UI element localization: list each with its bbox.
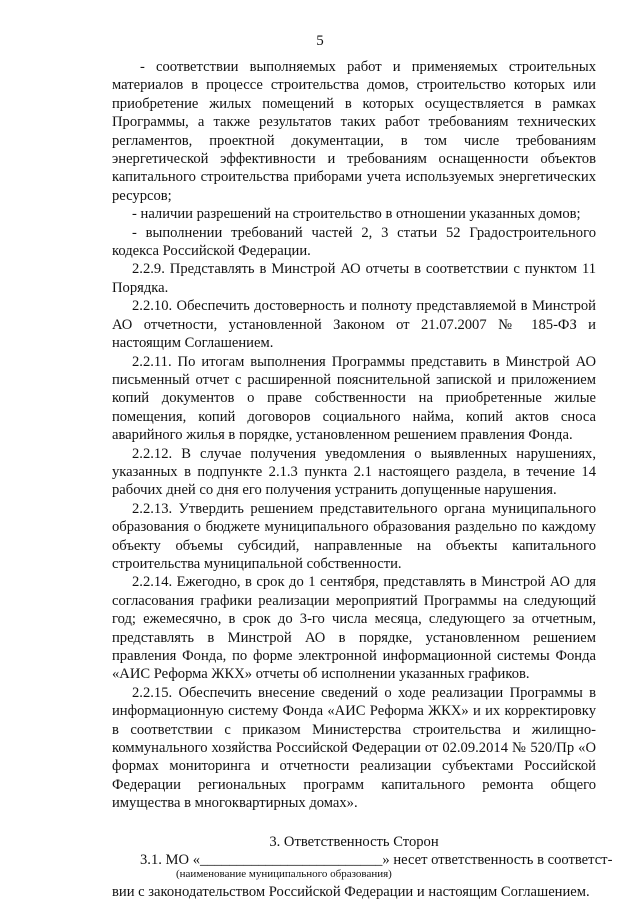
clause-3-1-end: вии с законодательством Российской Федерации и настоящим Соглашением. (112, 884, 590, 901)
paragraph-2-2-12: 2.2.12. В случае получения уведомления о выявленных нарушениях, указанных в подпункте 2.1.3 пункта 2.1 настоящего раздела, в течение 14 рабочих дней со дня его получения устранить допущенные нарушения. (112, 445, 596, 499)
blank-caption: (наименование муниципального образования) (176, 868, 392, 881)
paragraph-2-2-9: 2.2.9. Представлять в Минстрой АО отчеты в соответствии с пунктом 11 Порядка. (112, 261, 596, 296)
paragraph-2-2-13: 2.2.13. Утвердить решением представительного органа муниципального образования о бюджете муниципального образования раздельно по каждому объекту объемы субсидий, направленные на объекты капитального строительства муниципальной собственности. (112, 500, 596, 572)
paragraph: - соответствии выполняемых работ и применяемых строительных материалов в процессе строительства домов, строительство которых или приобретение жилых помещений в которых осуществляется в рамках Программы, а также результатов таких работ требованиям технических регламентов, проектной документации, в том числе требованиям энергетической эффективности и требованиям оснащенности объектов капитального строительства приборами учета используемых энергетических ресурсов; (112, 59, 596, 204)
clause-3-1-start: 3.1. МО «_________________________» несет ответственность в соответст- (140, 852, 613, 869)
paragraph-2-2-15: 2.2.15. Обеспечить внесение сведений о ходе реализации Программы в информационную систему Фонда «АИС Реформа ЖКХ» и их корректировку в соответствии с приказом Министерства строительства и жилищно-коммунального хозяйства Российской Федерации от 02.09.2014 № 520/Пр «О формах мониторинга и отчетности реализации субъектами Российской Федерации региональных программ капитального ремонта общего имущества в многоквартирных домах». (112, 684, 596, 812)
paragraph: - наличии разрешений на строительство в отношении указанных домов; (132, 206, 581, 223)
paragraph-2-2-14: 2.2.14. Ежегодно, в срок до 1 сентября, представлять в Минстрой АО для согласования графики реализации мероприятий Программы на следующий год; ежемесячно, в срок до 3-го числа месяца, следующего за отчетным, представлять в Минстрой АО в порядке, установленном решением правления Фонда, по форме электронной информационной системы Фонда «АИС Реформа ЖКХ» отчеты об исполнении указанных графиков. (112, 574, 596, 683)
paragraph-2-2-10: 2.2.10. Обеспечить достоверность и полноту представляемой в Минстрой АО отчетности, установленной Законом от 21.07.2007 № 185-ФЗ и настоящим Соглашением. (112, 298, 596, 352)
section-heading: 3. Ответственность Сторон (269, 833, 439, 850)
paragraph: - выполнении требований частей 2, 3 статьи 52 Градостроительного кодекса Российской Федерации. (112, 224, 596, 260)
paragraph-2-2-11: 2.2.11. По итогам выполнения Программы представить в Минстрой АО письменный отчет с расширенной пояснительной запиской и приложением копий документов о праве собственности на приобретенные жилые помещения, копий договоров социального найма, копий актов сноса аварийного жилья в порядке, установленном решением правления Фонда. (112, 353, 596, 444)
document-body (112, 58, 613, 902)
section-spacer (112, 813, 596, 831)
page-number: 5 (316, 33, 324, 49)
